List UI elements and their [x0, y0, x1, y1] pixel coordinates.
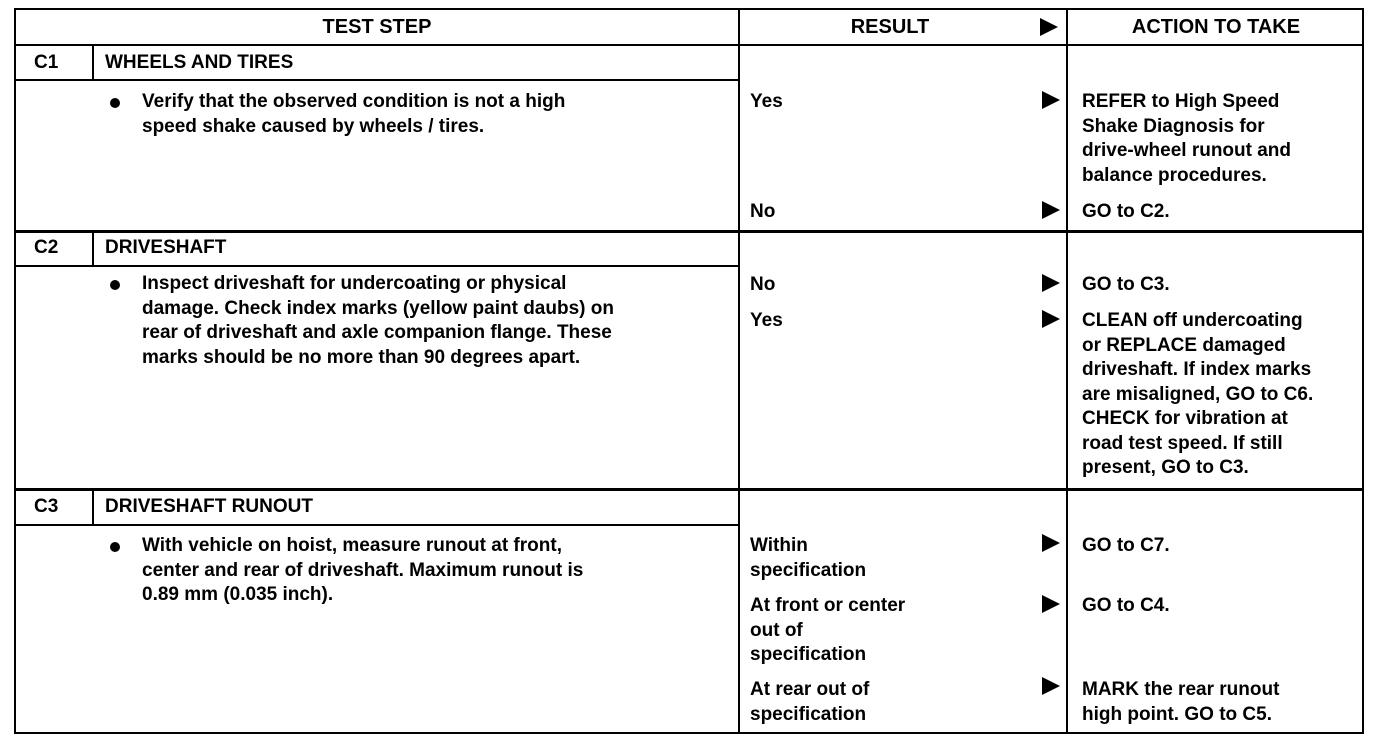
header-action-to-take: ACTION TO TAKE [1131, 16, 1301, 38]
step-id-c2: C2 [34, 237, 59, 258]
step-instruction-c3: With vehicle on hoist, measure runout at front, center and rear of driveshaft. Maximum runout is 0.89 mm (0.035 inch). [142, 535, 584, 605]
step-title-underline-c2 [16, 265, 738, 267]
header-arrow-icon [1040, 18, 1058, 36]
step-reference: C3. [1219, 457, 1249, 478]
bullet-icon [110, 280, 120, 290]
action-c3-within: GO to C7. [1082, 535, 1170, 556]
step-title-c1: WHEELS AND TIRES [105, 52, 294, 73]
step-reference: C5. [1242, 703, 1272, 725]
step-divider-c1-c2 [16, 230, 1362, 233]
action-c3-front-center: GO to C4. [1082, 595, 1170, 616]
result-c3-within: Within specification [750, 535, 867, 581]
result-arrow-icon [1042, 310, 1060, 328]
header-result: RESULT [850, 16, 930, 38]
bullet-icon [110, 542, 120, 552]
step-reference: C6. [1283, 383, 1314, 405]
step-reference: C7. [1140, 535, 1170, 556]
step-reference: C3. [1140, 274, 1170, 295]
step-instruction-c1: Verify that the observed condition is not a high speed shake caused by wheels / tires. [142, 91, 566, 137]
step-title-underline-c3 [16, 524, 738, 526]
step-id-c3: C3 [34, 496, 59, 517]
column-divider-step-result [738, 10, 740, 732]
result-c1-no: No [750, 201, 776, 222]
step-id-divider-c1 [92, 46, 94, 79]
result-arrow-icon [1042, 677, 1060, 695]
column-divider-result-action [1066, 10, 1068, 732]
step-reference: C4. [1140, 595, 1170, 616]
result-arrow-icon [1042, 274, 1060, 292]
action-c2-yes: CLEAN off undercoating or REPLACE damaged driveshaft. If index marks are misaligned, GO to C6. CHECK for vibration at road test speed. If still present, GO to C3. [1082, 310, 1314, 478]
step-divider-c2-c3 [16, 488, 1362, 491]
step-title-c2: DRIVESHAFT [105, 237, 227, 258]
step-title-underline-c1 [16, 79, 738, 81]
action-c3-rear: MARK the rear runout high point. GO to C5. [1082, 679, 1280, 725]
result-arrow-icon [1042, 534, 1060, 552]
action-c1-no: GO to C2. [1082, 201, 1170, 222]
result-arrow-icon [1042, 201, 1060, 219]
step-instruction-c2: Inspect driveshaft for undercoating or physical damage. Check index marks (yellow paint daubs) on rear of driveshaft and axle companion flange. These marks should be no more than 90 degrees apart. [142, 273, 614, 368]
action-c1-yes: REFER to High Speed Shake Diagnosis for drive-wheel runout and balance procedures. [1082, 91, 1292, 186]
action-c2-no: GO to C3. [1082, 274, 1170, 295]
result-c2-yes: Yes [750, 310, 783, 331]
result-c3-rear: At rear out of specification [750, 679, 870, 725]
step-id-divider-c3 [92, 491, 94, 524]
header-divider [16, 44, 1362, 46]
result-c3-front-center: At front or center out of specification [750, 595, 906, 665]
step-reference: C2. [1140, 201, 1170, 222]
result-arrow-icon [1042, 91, 1060, 109]
bullet-icon [110, 98, 120, 108]
step-id-divider-c2 [92, 232, 94, 265]
result-arrow-icon [1042, 595, 1060, 613]
result-c2-no: No [750, 274, 776, 295]
header-test-step: TEST STEP [322, 16, 432, 38]
diagnostic-table [14, 8, 1364, 734]
step-title-c3: DRIVESHAFT RUNOUT [105, 496, 313, 517]
step-id-c1: C1 [34, 52, 59, 73]
result-c1-yes: Yes [750, 91, 783, 112]
